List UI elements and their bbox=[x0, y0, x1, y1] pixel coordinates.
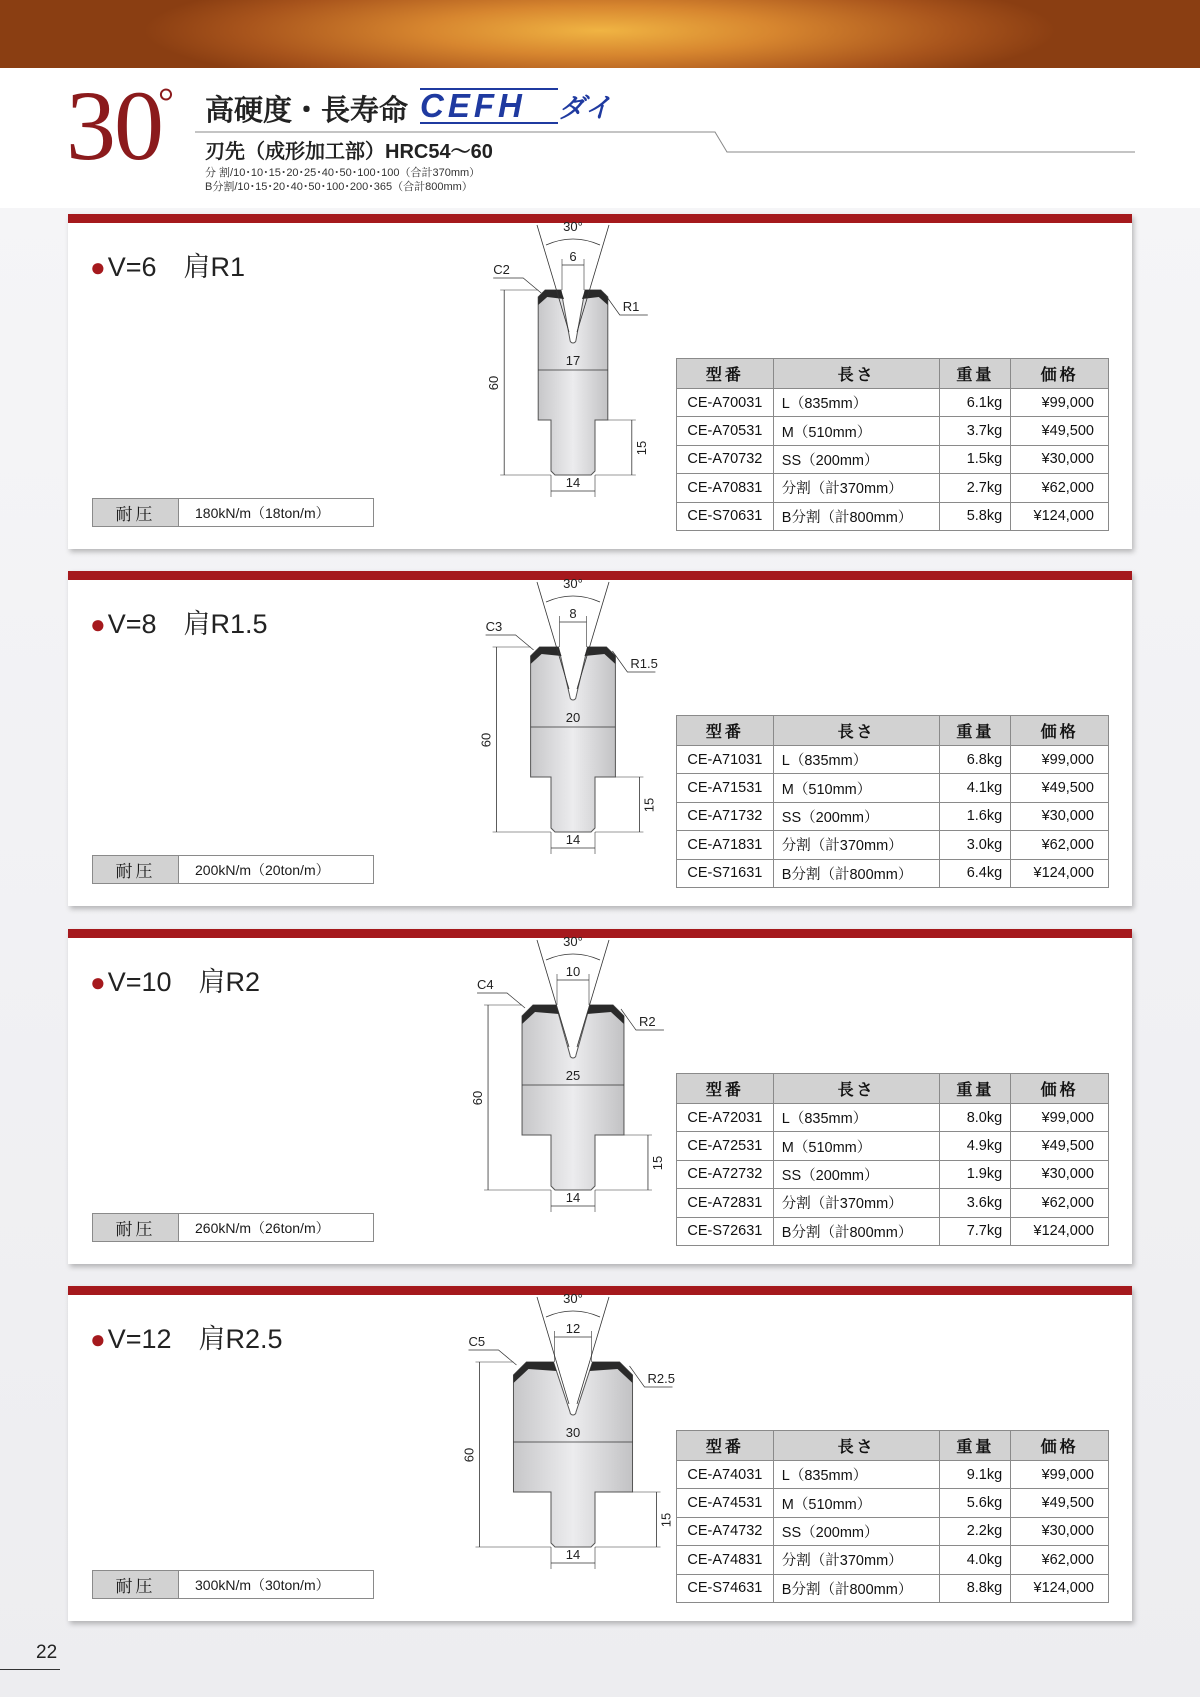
tang-height-label: 15 bbox=[658, 1512, 674, 1528]
length-cell: SS（200mm） bbox=[773, 445, 940, 473]
weight-cell: 4.0kg bbox=[940, 1546, 1011, 1574]
column-header: 型番 bbox=[677, 716, 774, 746]
v-width-label: 6 bbox=[569, 249, 577, 264]
tang-height-label: 15 bbox=[641, 797, 657, 813]
price-cell: ¥62,000 bbox=[1011, 831, 1109, 859]
model-cell: CE-A72031 bbox=[677, 1104, 774, 1132]
height-label: 60 bbox=[478, 732, 494, 748]
table-row bbox=[677, 1574, 1109, 1602]
table-header-row bbox=[677, 359, 1109, 389]
model-cell: CE-A74831 bbox=[677, 1546, 774, 1574]
hardness-spec: 刃先（成形加工部）HRC54～60 bbox=[205, 141, 493, 163]
pressure-label: 耐圧 bbox=[93, 499, 179, 526]
panel-title-text: V=6 肩R1 bbox=[107, 252, 246, 282]
column-header: 価格 bbox=[1011, 1431, 1109, 1461]
table-row bbox=[677, 474, 1109, 502]
weight-cell: 3.7kg bbox=[940, 417, 1011, 445]
price-cell: ¥99,000 bbox=[1011, 389, 1109, 417]
model-cell: CE-S74631 bbox=[677, 1574, 774, 1602]
pressure-box bbox=[92, 1213, 374, 1242]
length-cell: 分割（計370mm） bbox=[773, 1546, 940, 1574]
length-cell: B分割（計800mm） bbox=[773, 1217, 940, 1245]
model-cell: CE-A70531 bbox=[677, 417, 774, 445]
table-header-row bbox=[677, 1431, 1109, 1461]
length-cell: B分割（計800mm） bbox=[773, 502, 940, 530]
weight-cell: 9.1kg bbox=[940, 1461, 1011, 1489]
table-row bbox=[677, 831, 1109, 859]
tang-width-label: 14 bbox=[565, 475, 581, 490]
length-cell: L（835mm） bbox=[773, 746, 940, 774]
table-row bbox=[677, 746, 1109, 774]
weight-cell: 8.8kg bbox=[940, 1574, 1011, 1602]
angle-arc bbox=[546, 239, 600, 245]
column-header: 長さ bbox=[773, 716, 940, 746]
product-panel bbox=[68, 214, 1132, 549]
product-panel bbox=[68, 1286, 1132, 1621]
pressure-box bbox=[92, 498, 374, 527]
price-cell: ¥124,000 bbox=[1011, 1217, 1109, 1245]
table-row bbox=[677, 802, 1109, 830]
cefh-logo bbox=[418, 86, 624, 126]
model-cell: CE-A74732 bbox=[677, 1517, 774, 1545]
body-width-label: 20 bbox=[565, 710, 581, 725]
product-panel bbox=[68, 929, 1132, 1264]
length-cell: 分割（計370mm） bbox=[773, 1189, 940, 1217]
table-row bbox=[677, 502, 1109, 530]
height-label: 60 bbox=[461, 1447, 477, 1463]
panel-title-text: V=8 肩R1.5 bbox=[107, 609, 268, 639]
chamfer-label: C2 bbox=[493, 262, 510, 277]
weight-cell: 2.2kg bbox=[940, 1517, 1011, 1545]
column-header: 重量 bbox=[940, 359, 1011, 389]
length-cell: 分割（計370mm） bbox=[773, 474, 940, 502]
price-cell: ¥30,000 bbox=[1011, 802, 1109, 830]
model-cell: CE-A74531 bbox=[677, 1489, 774, 1517]
weight-cell: 3.6kg bbox=[940, 1189, 1011, 1217]
panel-title bbox=[90, 602, 268, 641]
chamfer-leader bbox=[486, 635, 534, 650]
bullet-icon: ● bbox=[90, 967, 106, 997]
length-cell: M（510mm） bbox=[773, 1489, 940, 1517]
column-header: 価格 bbox=[1011, 1074, 1109, 1104]
b-split-spec: B分割/10･15･20･40･50･100･200･365（合計800mm） bbox=[205, 181, 473, 193]
v-width-label: 12 bbox=[565, 1321, 581, 1336]
price-cell: ¥30,000 bbox=[1011, 445, 1109, 473]
panel-title bbox=[90, 960, 260, 999]
price-cell: ¥49,500 bbox=[1011, 1132, 1109, 1160]
body-width-label: 25 bbox=[565, 1068, 581, 1083]
weight-cell: 6.4kg bbox=[940, 859, 1011, 887]
weight-cell: 5.6kg bbox=[940, 1489, 1011, 1517]
length-cell: M（510mm） bbox=[773, 774, 940, 802]
panel-title bbox=[90, 1317, 283, 1356]
column-header: 長さ bbox=[773, 359, 940, 389]
price-cell: ¥99,000 bbox=[1011, 1104, 1109, 1132]
column-header: 重量 bbox=[940, 1431, 1011, 1461]
table-row bbox=[677, 1132, 1109, 1160]
tang-width-label: 14 bbox=[565, 1190, 581, 1205]
spec-table bbox=[676, 715, 1109, 888]
panel-title bbox=[90, 245, 245, 284]
pressure-value: 200kN/m（20ton/m） bbox=[195, 861, 330, 878]
model-cell: CE-S70631 bbox=[677, 502, 774, 530]
split-spec: 分 割/10･10･15･20･25･40･50･100･100（合計370mm） bbox=[205, 167, 481, 179]
column-header: 価格 bbox=[1011, 359, 1109, 389]
angle-label: 30° bbox=[563, 219, 583, 234]
length-cell: L（835mm） bbox=[773, 389, 940, 417]
length-cell: M（510mm） bbox=[773, 1132, 940, 1160]
price-cell: ¥124,000 bbox=[1011, 502, 1109, 530]
table-row bbox=[677, 1189, 1109, 1217]
angle-label: 30° bbox=[563, 576, 583, 591]
pressure-value: 180kN/m（18ton/m） bbox=[195, 504, 330, 521]
price-cell: ¥49,500 bbox=[1011, 1489, 1109, 1517]
tang-height-label: 15 bbox=[649, 1155, 665, 1171]
pressure-label: 耐圧 bbox=[93, 1571, 179, 1598]
price-cell: ¥62,000 bbox=[1011, 1546, 1109, 1574]
pressure-box bbox=[92, 1570, 374, 1599]
degree-symbol: ° bbox=[158, 79, 174, 124]
length-cell: L（835mm） bbox=[773, 1104, 940, 1132]
angle-arc bbox=[546, 954, 600, 960]
spec-table bbox=[676, 1073, 1109, 1246]
column-header: 型番 bbox=[677, 1431, 774, 1461]
column-header: 価格 bbox=[1011, 716, 1109, 746]
column-header: 長さ bbox=[773, 1431, 940, 1461]
spec-table bbox=[676, 358, 1109, 531]
length-cell: M（510mm） bbox=[773, 417, 940, 445]
body-width-label: 30 bbox=[565, 1425, 581, 1440]
pressure-label: 耐圧 bbox=[93, 856, 179, 883]
table-row bbox=[677, 417, 1109, 445]
length-cell: B分割（計800mm） bbox=[773, 1574, 940, 1602]
die-cross-section-diagram bbox=[428, 215, 718, 525]
price-cell: ¥30,000 bbox=[1011, 1517, 1109, 1545]
model-cell: CE-A70831 bbox=[677, 474, 774, 502]
chamfer-label: C4 bbox=[477, 977, 494, 992]
chamfer-label: C3 bbox=[485, 619, 503, 634]
die-body bbox=[538, 290, 608, 475]
pressure-label: 耐圧 bbox=[93, 1214, 179, 1241]
length-cell: SS（200mm） bbox=[773, 1517, 940, 1545]
radius-label: R1.5 bbox=[630, 656, 658, 671]
angle-arc bbox=[546, 1311, 600, 1317]
price-cell: ¥49,500 bbox=[1011, 417, 1109, 445]
die-body bbox=[531, 647, 616, 832]
weight-cell: 6.8kg bbox=[940, 746, 1011, 774]
model-cell: CE-A70732 bbox=[677, 445, 774, 473]
logo-suffix: ダイ bbox=[558, 93, 612, 124]
pressure-box bbox=[92, 855, 374, 884]
price-cell: ¥124,000 bbox=[1011, 859, 1109, 887]
weight-cell: 8.0kg bbox=[940, 1104, 1011, 1132]
price-cell: ¥30,000 bbox=[1011, 1160, 1109, 1188]
table-row bbox=[677, 1160, 1109, 1188]
spec-table bbox=[676, 1430, 1109, 1603]
die-body bbox=[522, 1005, 624, 1190]
weight-cell: 4.9kg bbox=[940, 1132, 1011, 1160]
panel-title-text: V=12 肩R2.5 bbox=[107, 1324, 283, 1354]
length-cell: L（835mm） bbox=[773, 1461, 940, 1489]
weight-cell: 3.0kg bbox=[940, 831, 1011, 859]
die-cross-section-diagram bbox=[428, 1287, 718, 1597]
weight-cell: 7.7kg bbox=[940, 1217, 1011, 1245]
table-row bbox=[677, 1104, 1109, 1132]
column-header: 型番 bbox=[677, 1074, 774, 1104]
column-header: 重量 bbox=[940, 716, 1011, 746]
model-cell: CE-A71732 bbox=[677, 802, 774, 830]
table-row bbox=[677, 859, 1109, 887]
model-cell: CE-A72831 bbox=[677, 1189, 774, 1217]
product-panel bbox=[68, 571, 1132, 906]
radius-label: R2.5 bbox=[647, 1371, 675, 1386]
table-header-row bbox=[677, 716, 1109, 746]
column-header: 長さ bbox=[773, 1074, 940, 1104]
page-title: 高硬度・長寿命 bbox=[205, 95, 409, 127]
angle-arc bbox=[546, 596, 600, 602]
page-rule bbox=[0, 1669, 60, 1670]
length-cell: B分割（計800mm） bbox=[773, 859, 940, 887]
bullet-icon: ● bbox=[90, 609, 106, 639]
table-row bbox=[677, 1489, 1109, 1517]
table-row bbox=[677, 389, 1109, 417]
die-cross-section-diagram bbox=[428, 572, 718, 882]
bullet-icon: ● bbox=[90, 1324, 106, 1354]
weight-cell: 1.5kg bbox=[940, 445, 1011, 473]
price-cell: ¥62,000 bbox=[1011, 474, 1109, 502]
price-cell: ¥49,500 bbox=[1011, 774, 1109, 802]
model-cell: CE-A72531 bbox=[677, 1132, 774, 1160]
pressure-value: 260kN/m（26ton/m） bbox=[195, 1219, 330, 1236]
chamfer-label: C5 bbox=[468, 1334, 486, 1349]
model-cell: CE-A71531 bbox=[677, 774, 774, 802]
table-header-row bbox=[677, 1074, 1109, 1104]
price-cell: ¥62,000 bbox=[1011, 1189, 1109, 1217]
radius-label: R1 bbox=[622, 299, 640, 314]
die-cross-section-diagram bbox=[428, 930, 718, 1240]
table-row bbox=[677, 1217, 1109, 1245]
logo-text: CEFH bbox=[420, 87, 526, 124]
column-header: 重量 bbox=[940, 1074, 1011, 1104]
weight-cell: 6.1kg bbox=[940, 389, 1011, 417]
angle-number: 30 bbox=[66, 70, 162, 181]
model-cell: CE-A74031 bbox=[677, 1461, 774, 1489]
weight-cell: 4.1kg bbox=[940, 774, 1011, 802]
length-cell: SS（200mm） bbox=[773, 1160, 940, 1188]
tang-width-label: 14 bbox=[565, 832, 581, 847]
chamfer-leader bbox=[477, 993, 525, 1008]
table-row bbox=[677, 1461, 1109, 1489]
weight-cell: 1.9kg bbox=[940, 1160, 1011, 1188]
table-row bbox=[677, 445, 1109, 473]
tang-height-label: 15 bbox=[633, 440, 649, 456]
bullet-icon: ● bbox=[90, 252, 106, 282]
height-label: 60 bbox=[470, 1090, 486, 1106]
v-width-label: 10 bbox=[565, 964, 581, 979]
weight-cell: 2.7kg bbox=[940, 474, 1011, 502]
tang-width-label: 14 bbox=[565, 1547, 581, 1562]
panel-title-text: V=10 肩R2 bbox=[107, 967, 261, 997]
chamfer-leader bbox=[468, 1350, 516, 1365]
model-cell: CE-A70031 bbox=[677, 389, 774, 417]
length-cell: SS（200mm） bbox=[773, 802, 940, 830]
model-cell: CE-A72732 bbox=[677, 1160, 774, 1188]
height-label: 60 bbox=[486, 375, 502, 391]
model-cell: CE-A71031 bbox=[677, 746, 774, 774]
model-cell: CE-S72631 bbox=[677, 1217, 774, 1245]
body-width-label: 17 bbox=[565, 353, 581, 368]
price-cell: ¥124,000 bbox=[1011, 1574, 1109, 1602]
die-body bbox=[513, 1362, 632, 1547]
column-header: 型番 bbox=[677, 359, 774, 389]
pressure-value: 300kN/m（30ton/m） bbox=[195, 1576, 330, 1593]
header-band bbox=[0, 0, 1200, 68]
table-row bbox=[677, 1546, 1109, 1574]
page-number: 22 bbox=[36, 1642, 58, 1663]
length-cell: 分割（計370mm） bbox=[773, 831, 940, 859]
price-cell: ¥99,000 bbox=[1011, 746, 1109, 774]
table-row bbox=[677, 1517, 1109, 1545]
chamfer-leader bbox=[493, 278, 541, 293]
weight-cell: 5.8kg bbox=[940, 502, 1011, 530]
angle-label: 30° bbox=[563, 1291, 583, 1306]
table-row bbox=[677, 774, 1109, 802]
model-cell: CE-A71831 bbox=[677, 831, 774, 859]
price-cell: ¥99,000 bbox=[1011, 1461, 1109, 1489]
angle-label: 30° bbox=[563, 934, 583, 949]
v-width-label: 8 bbox=[569, 606, 577, 621]
radius-label: R2 bbox=[638, 1014, 656, 1029]
model-cell: CE-S71631 bbox=[677, 859, 774, 887]
weight-cell: 1.6kg bbox=[940, 802, 1011, 830]
